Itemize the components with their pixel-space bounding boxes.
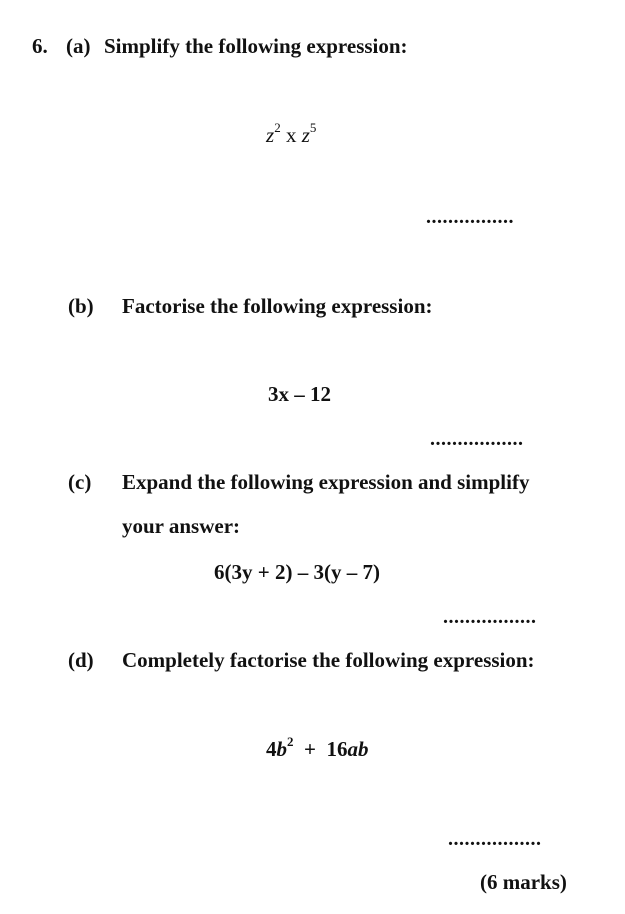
part-d-expression — [266, 736, 368, 762]
d-operator: + — [304, 737, 316, 761]
part-c-answer-line: ................. — [443, 606, 537, 628]
part-c-label: (c) — [68, 470, 92, 494]
part-d-instruction: Completely factorise the following expression: — [122, 648, 535, 672]
part-a-instruction: Simplify the following expression: — [104, 34, 408, 58]
a-operator: x — [285, 123, 297, 147]
part-a-label: (a) — [66, 34, 91, 58]
d-vars-2: ab — [347, 737, 369, 761]
part-b-answer-line: ................. — [430, 428, 524, 450]
a-exp-2: 5 — [309, 120, 317, 135]
a-base-2: z — [301, 123, 310, 147]
question-number: 6. — [32, 34, 48, 58]
a-base-1: z — [266, 123, 275, 147]
a-exp-1: 2 — [274, 120, 281, 135]
d-exp-1: 2 — [287, 734, 294, 749]
part-b-label: (b) — [68, 294, 94, 318]
part-a-answer-line: ................ — [426, 206, 514, 228]
part-b-instruction: Factorise the following expression: — [122, 294, 433, 318]
d-coef-2: 16 — [326, 737, 348, 761]
d-coef-1: 4 — [266, 737, 277, 761]
part-c-instruction-line2: your answer: — [122, 514, 241, 538]
d-var-1: b — [276, 737, 287, 761]
part-d-label: (d) — [68, 648, 94, 672]
part-c-instruction-line1: Expand the following expression and simplify — [122, 470, 530, 494]
marks-label: (6 marks) — [480, 870, 567, 894]
part-a-expression — [266, 122, 316, 148]
part-b-expression: 3x – 12 — [268, 382, 331, 406]
part-d-answer-line: ................. — [448, 828, 542, 850]
part-c-expression: 6(3y + 2) – 3(y – 7) — [214, 560, 380, 584]
